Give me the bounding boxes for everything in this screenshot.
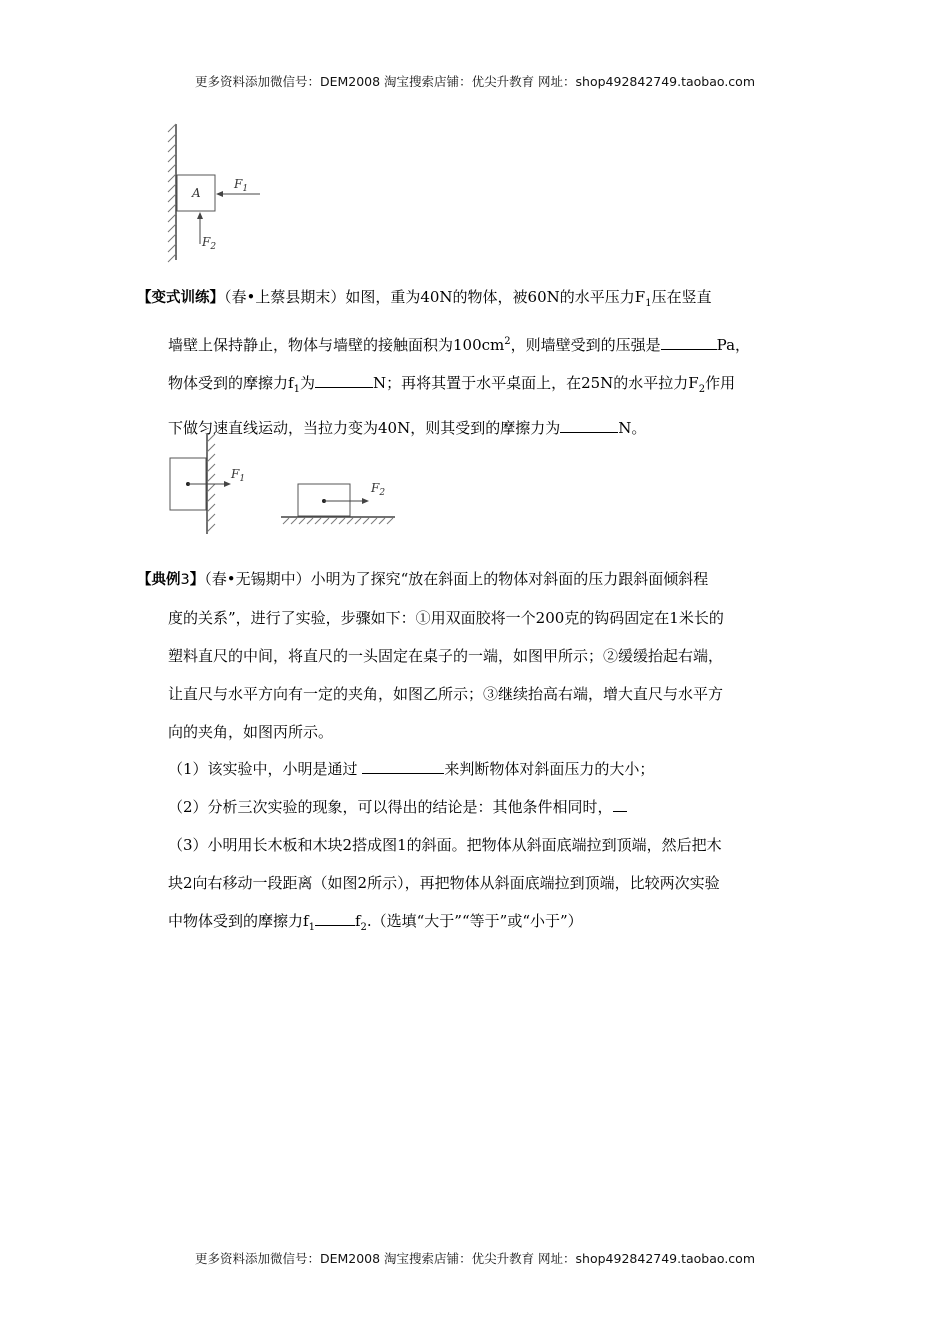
figure-wall-and-table bbox=[165, 432, 405, 538]
svg-text:F1: $F_1$ bbox=[234, 177, 249, 194]
wall-hatching bbox=[168, 124, 176, 262]
question-2: （2）分析三次实验的现象，可以得出的结论是：其他条件相同时， bbox=[168, 788, 627, 826]
fig2-f2-label: F bbox=[371, 481, 380, 495]
example3-tag: 【典例3】 bbox=[137, 572, 205, 588]
figure-wall-block bbox=[160, 122, 270, 264]
answer-blank-friction-f1[interactable] bbox=[315, 369, 373, 388]
fig2-f1-label: F bbox=[231, 467, 240, 481]
variant-tag: 【变式训练】 bbox=[137, 290, 224, 306]
answer-blank-pressure[interactable] bbox=[661, 331, 717, 350]
force-f1-label: F bbox=[234, 177, 243, 191]
question-3: （3）小明用长木板和木块2搭成图1的斜面。把物体从斜面底端拉到顶端，然后把木 块2向右移动一段距离（如图2所示），再把物体从斜面底端拉到顶端，比较两次实验 中物体受到的摩擦力$f_1$ $f_2$.（选填“大于”“等于”或“小于”） bbox=[168, 836, 722, 933]
svg-text:F2: $F_2$ bbox=[202, 235, 217, 252]
answer-blank-q2[interactable] bbox=[613, 793, 627, 812]
answer-blank-q3[interactable] bbox=[315, 907, 355, 926]
svg-text:F1: $F_1$ bbox=[231, 467, 246, 484]
answer-blank-q1[interactable] bbox=[362, 755, 444, 774]
answer-blank-friction-table[interactable] bbox=[560, 414, 618, 433]
block-a-label: A bbox=[192, 186, 201, 200]
question-1: （1）该实验中，小明是通过 来判断物体对斜面压力的大小； bbox=[168, 750, 654, 788]
variant-paragraph: 【变式训练】（春•上蔡县期末）如图，重为40N的物体，被60N的水平压力$F_1$压在竖直 墙壁上保持静止，物体与墙壁的接触面积为$100cm^2$，则墙壁受到的压强是 Pa， 物体受到的摩擦力$f_1$为 N；再将其置于水平桌面上，在25N的水平拉力$F_2$作用 下做匀速直线运动，当拉力变为40N，则其受到的摩擦力为 N。 bbox=[137, 288, 751, 437]
force-f2-label: F bbox=[202, 235, 211, 249]
example3-paragraph: 【典例3】（春•无锡期中）小明为了探究“放在斜面上的物体对斜面的压力跟斜面倾斜程 度的关系”，进行了实验，步骤如下：①用双面胶将一个200克的钩码固定在1米长的 塑料直尺的中间，将直尺的一头固定在桌子的一端，如图甲所示；②缓缓抬起右端， 让直尺与水平方向有一定的夹角，如图乙所示；③继续抬高右端，增大直尺与水平方 向的夹角，如图丙所示。 bbox=[137, 570, 724, 741]
svg-text:F2: $F_2$ bbox=[371, 481, 386, 498]
page-header: 更多资料添加微信号：DEM2008 淘宝搜索店铺：优尖升教育 网址：shop492842749.taobao.com bbox=[194, 74, 756, 89]
page-footer: 更多资料添加微信号：DEM2008 淘宝搜索店铺：优尖升教育 网址：shop492842749.taobao.com bbox=[194, 1251, 756, 1266]
